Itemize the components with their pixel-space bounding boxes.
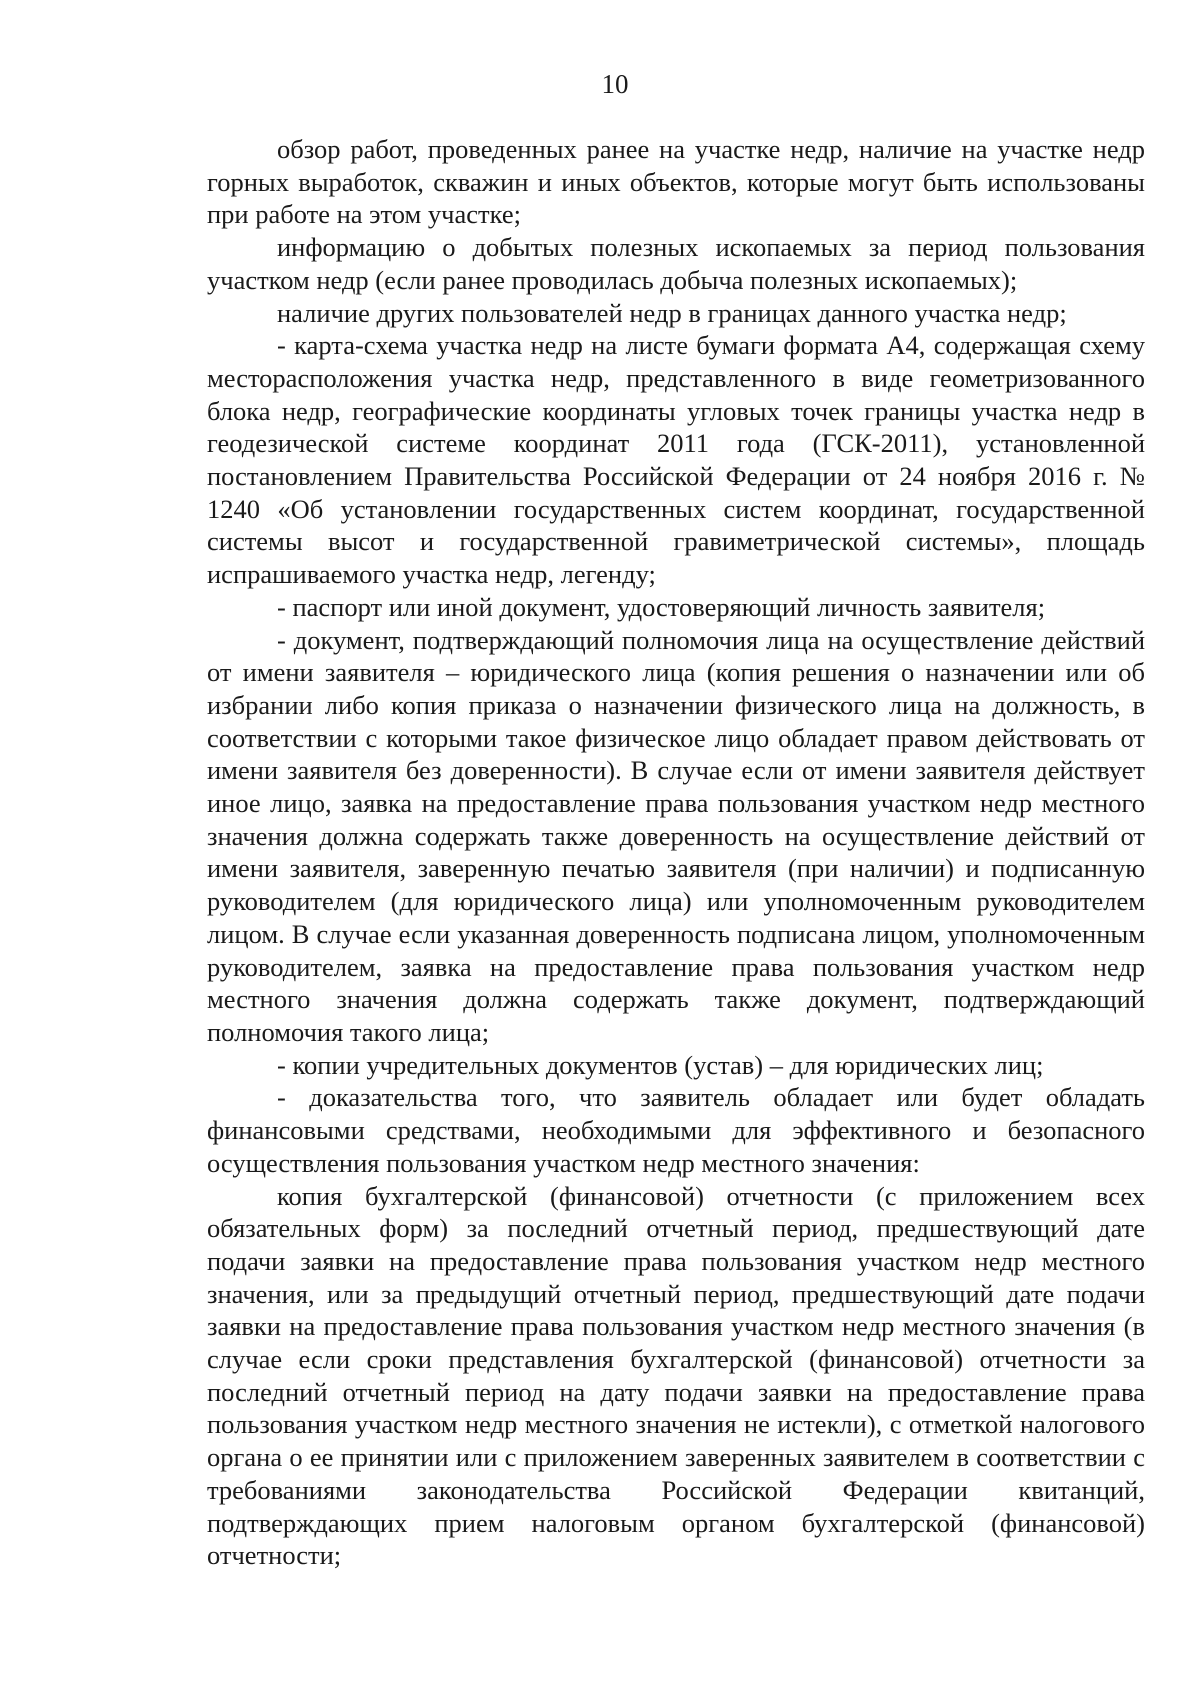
paragraph-site-map-scheme: - карта-схема участка недр на листе бумаги формата А4, содержащая схему месторасположения участка недр, представленного в виде геометризованного блока недр, географические координаты угловых точек границы участка недр в геодезической системе координат 2011 года (ГСК-2011), установленной постановлением Правительства Российской Федерации от 24 ноября 2016 г. № 1240 «Об установлении государственных систем координат, государственной системы высот и государственной гравиметрической системы», площадь испрашиваемого участка недр, легенду; <box>207 330 1145 590</box>
page-number: 10 <box>601 69 629 99</box>
paragraph-extracted-minerals-info: информацию о добытых полезных ископаемых за период пользования участком недр (если ранее проводилась добыча полезных ископаемых); <box>207 232 1145 295</box>
paragraph-accounting-statements-copy: копия бухгалтерской (финансовой) отчетности (с приложением всех обязательных форм) за последний отчетный период, предшествующий дате подачи заявки на предоставление права пользования участком недр местного значения, или за предыдущий отчетный период, предшествующий дате подачи заявки на предоставление права пользования участком недр местного значения (в случае если сроки представления бухгалтерской (финансовой) отчетности за последний отчетный период на дату подачи заявки на предоставление права пользования участком недр местного значения не истекли), с отметкой налогового органа о ее принятии или с приложением заверенных заявителем в соответствии с требованиями законодательства Российской Федерации квитанций, подтверждающих прием налоговым органом бухгалтерской (финансовой) отчетности; <box>207 1180 1145 1571</box>
paragraph-other-subsoil-users: наличие других пользователей недр в границах данного участка недр; <box>277 297 1067 328</box>
paragraph-applicant-passport: - паспорт или иной документ, удостоверяющий личность заявителя; <box>277 591 1046 622</box>
paragraph-founding-documents: - копии учредительных документов (устав) – для юридических лиц; <box>277 1049 1044 1080</box>
paragraph-previous-works-review: обзор работ, проведенных ранее на участке недр, наличие на участке недр горных выработок, скважин и иных объектов, которые могут быть использованы при работе на этом участке; <box>207 134 1145 230</box>
paragraph-financial-means-evidence: - доказательства того, что заявитель обладает или будет обладать финансовыми средствами, необходимыми для эффективного и безопасного осуществления пользования участком недр местного значения: <box>207 1082 1145 1178</box>
paragraph-authority-document: - документ, подтверждающий полномочия лица на осуществление действий от имени заявителя – юридического лица (копия решения о назначении или об избрании либо копия приказа о назначении физического лица на должность, в соответствии с которыми такое физическое лицо обладает правом действовать от имени заявителя без доверенности). В случае если от имени заявителя действует иное лицо, заявка на предоставление права пользования участком недр местного значения должна содержать также доверенность на осуществление действий от имени заявителя, заверенную печатью заявителя (при наличии) и подписанную руководителем (для юридического лица) или уполномоченным руководителем лицом. В случае если указанная доверенность подписана лицом, уполномоченным руководителем, заявка на предоставление права пользования участком недр местного значения должна содержать также документ, подтверждающий полномочия такого лица; <box>207 624 1145 1047</box>
document-body <box>207 133 1145 1572</box>
